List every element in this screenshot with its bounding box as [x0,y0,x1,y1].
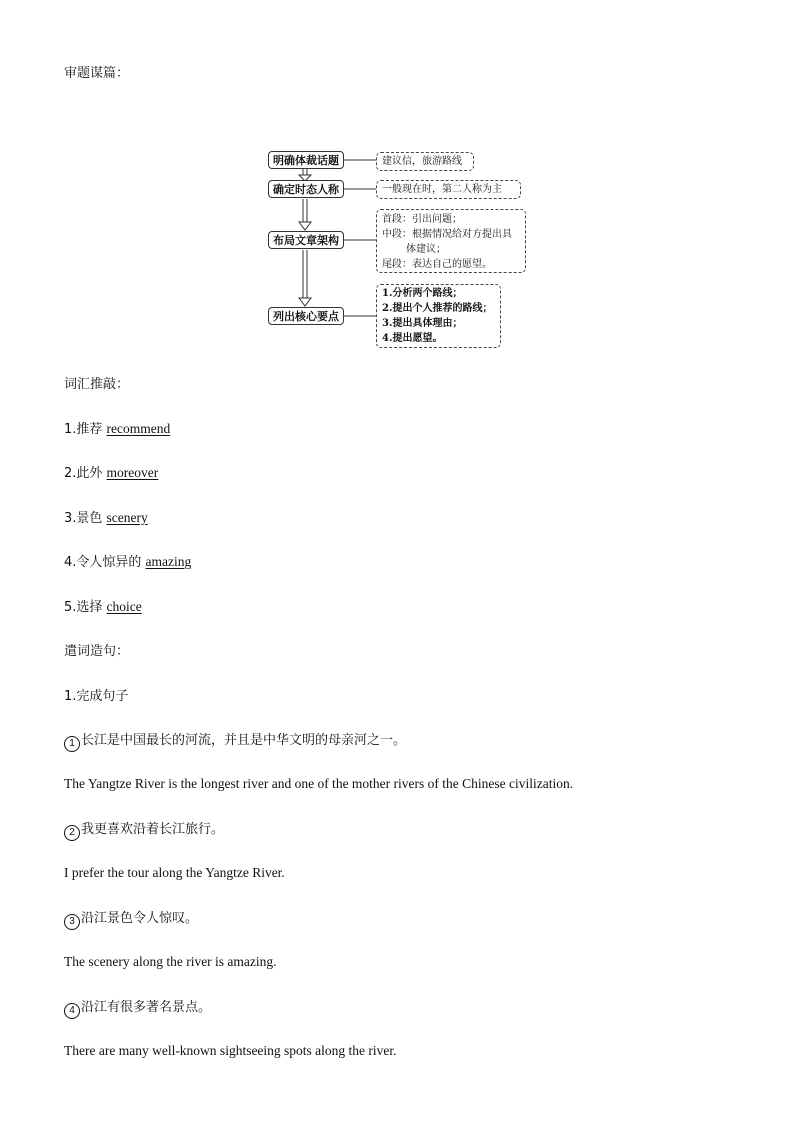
circled-number: 1 [64,736,80,752]
sentence-cn [64,733,406,752]
vocab-word: amazing [145,554,192,569]
note-point-line: 1.分析两个路线； [382,288,463,299]
section-heading-analysis: 审题谋篇： [64,66,130,81]
sentence-cn-text: 沿江有很多著名景点。 [81,1000,212,1015]
vocab-item [64,465,158,482]
sentence-cn-text: 我更喜欢沿着长江旅行。 [81,822,225,837]
exercise-title: 1.完成句子 [64,689,129,704]
note-point-line: 2.提出个人推荐的路线； [382,303,493,314]
sentence-en: The Yangtze River is the longest river and one of the mother rivers of the Chinese civilization. [64,776,574,791]
step-tense-person: 确定时态人称 [268,180,344,198]
step-genre-topic: 明确体裁话题 [268,151,344,169]
note-structure-line: 体建议； [406,244,446,255]
note-structure-line: 首段：引出问题； [382,214,462,225]
section-heading-sentences: 遣词造句： [64,644,130,659]
sentence-cn [64,822,224,841]
vocab-word: scenery [106,510,148,525]
note-key-points [376,284,501,348]
sentence-en: I prefer the tour along the Yangtze River. [64,865,285,880]
sentence-cn-text: 长江是中国最长的河流，并且是中华文明的母亲河之一。 [81,733,407,748]
vocab-prefix: 1.推荐 [64,422,107,437]
vocab-prefix: 2.此外 [64,466,107,481]
vocab-prefix: 4.令人惊异的 [64,555,146,570]
note-structure [376,209,526,273]
arrow-down-icon [299,250,311,306]
circled-number: 3 [64,914,80,930]
vocab-item [64,599,142,616]
vocab-word: moreover [106,465,159,480]
vocab-item [64,421,170,438]
sentence-en: There are many well-known sightseeing spots along the river. [64,1043,397,1058]
vocab-word: choice [106,599,142,614]
note-tense: 一般现在时，第二人称为主 [376,180,521,199]
step-structure: 布局文章架构 [268,231,344,249]
note-genre: 建议信，旅游路线 [376,152,474,171]
circled-number: 2 [64,825,80,841]
note-structure-line: 中段：根据情况给对方提出具 [382,229,512,240]
vocab-item [64,554,191,571]
circled-number: 4 [64,1003,80,1019]
sentence-cn [64,911,198,930]
vocab-prefix: 3.景色 [64,511,107,526]
sentence-en: The scenery along the river is amazing. [64,954,277,969]
vocab-prefix: 5.选择 [64,600,107,615]
arrow-down-icon [299,199,311,230]
vocab-item [64,510,148,527]
sentence-cn [64,1000,211,1019]
section-heading-vocab: 词汇推敲： [64,377,130,392]
sentence-cn-text: 沿江景色令人惊叹。 [81,911,199,926]
note-point-line: 4.提出愿望。 [382,333,443,344]
vocab-word: recommend [106,421,171,436]
note-structure-line: 尾段：表达自己的愿望。 [382,259,492,270]
step-key-points: 列出核心要点 [268,307,344,325]
note-point-line: 3.提出具体理由； [382,318,463,329]
